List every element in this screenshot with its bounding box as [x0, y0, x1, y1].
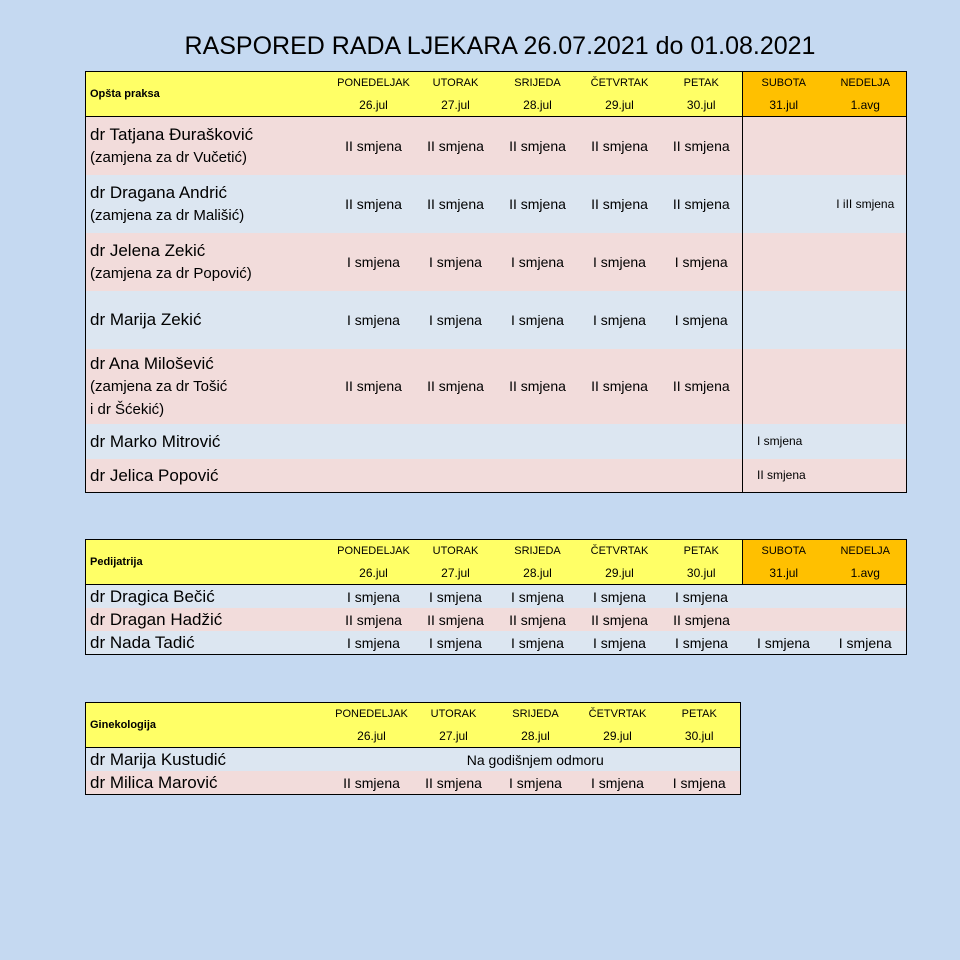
shift-cell: I smjena [577, 771, 659, 795]
date-header: 1.avg [825, 562, 907, 585]
doctor-note: (zamjena za dr Popović) [90, 264, 252, 282]
shift-cell [825, 608, 907, 631]
table-pedijatrija [85, 539, 907, 655]
shift-cell: II smjena [661, 175, 743, 233]
shift-cell: I smjena [415, 291, 497, 349]
doctor-note: (zamjena za dr Tošić [90, 377, 228, 395]
date-header: 30.jul [659, 725, 741, 748]
doctor-name: dr Dragica Bečić [86, 585, 333, 609]
day-header: UTORAK [415, 540, 497, 563]
day-header: SUBOTA [743, 72, 825, 95]
doctor-name: dr Nada Tadić [86, 631, 333, 655]
doctor-name [86, 459, 333, 493]
vacation-note: Na godišnjem odmoru [331, 748, 741, 772]
date-header: 31.jul [743, 94, 825, 117]
shift-cell: I smjena [333, 585, 415, 609]
shift-cell: II smjena [333, 117, 415, 175]
shift-cell: I smjena [579, 233, 661, 291]
shift-cell: I smjena [661, 233, 743, 291]
date-header: 28.jul [497, 94, 579, 117]
shift-cell [825, 117, 907, 175]
table-row [86, 117, 907, 175]
date-header: 1.avg [825, 94, 907, 117]
doctor-name [86, 424, 333, 459]
shift-cell [743, 175, 825, 233]
shift-cell: I smjena [415, 585, 497, 609]
date-header: 28.jul [497, 562, 579, 585]
date-header: 27.jul [415, 94, 497, 117]
shift-cell: II smjena [333, 175, 415, 233]
empty-cell [333, 459, 743, 493]
table-row [86, 631, 907, 655]
shift-cell: I smjena [659, 771, 741, 795]
day-header: ČETVRTAK [579, 540, 661, 563]
table-row [86, 349, 907, 424]
day-header: SRIJEDA [495, 703, 577, 726]
doctor-name-text: dr Marko Mitrović [90, 431, 221, 451]
shift-cell: I smjena [497, 291, 579, 349]
date-header: 30.jul [661, 94, 743, 117]
doctor-name-text: dr Ana Milošević [90, 353, 214, 373]
doctor-name [86, 349, 333, 424]
table-row [86, 748, 741, 772]
section-title: Opšta praksa [86, 72, 333, 117]
table-row [86, 175, 907, 233]
shift-cell: I smjena [497, 233, 579, 291]
shift-cell [825, 585, 907, 609]
shift-cell: II smjena [661, 608, 743, 631]
date-header: 29.jul [579, 94, 661, 117]
shift-cell [743, 117, 825, 175]
shift-cell: II smjena [579, 175, 661, 233]
shift-cell: II smjena [579, 349, 661, 424]
shift-cell [743, 233, 825, 291]
doctor-note: i dr Šćekić) [90, 400, 165, 418]
day-header: NEDELJA [825, 72, 907, 95]
shift-cell: I smjena [579, 585, 661, 609]
table-row [86, 608, 907, 631]
page-title: RASPORED RADA LJEKARA 26.07.2021 do 01.08.2021 [184, 32, 816, 60]
day-header: NEDELJA [825, 540, 907, 563]
table-row [86, 424, 907, 459]
doctor-name-text: dr Marija Zekić [90, 310, 202, 329]
shift-cell: II smjena [415, 117, 497, 175]
shift-cell: II smjena [331, 771, 413, 795]
day-header: UTORAK [415, 72, 497, 95]
section-title: Ginekologija [86, 703, 331, 748]
shift-cell: I smjena [495, 771, 577, 795]
doctor-name [86, 291, 333, 349]
date-header: 26.jul [333, 94, 415, 117]
doctor-name: dr Dragan Hadžić [86, 608, 333, 631]
shift-cell: II smjena [415, 349, 497, 424]
shift-cell: I smjena [415, 631, 497, 655]
day-header: SRIJEDA [497, 540, 579, 563]
shift-cell: II smjena [579, 117, 661, 175]
shift-cell: II smjena [333, 608, 415, 631]
date-header: 28.jul [495, 725, 577, 748]
shift-cell: II smjena [661, 117, 743, 175]
shift-cell [743, 585, 825, 609]
doctor-name-text: dr Jelica Popović [90, 465, 219, 485]
shift-cell: I smjena [333, 291, 415, 349]
doctor-name-text: dr Jelena Zekić [90, 240, 206, 260]
table-row [86, 771, 741, 795]
shift-cell: II smjena [661, 349, 743, 424]
shift-cell [743, 349, 825, 424]
day-header: SUBOTA [743, 540, 825, 563]
shift-cell: I smjena [661, 291, 743, 349]
shift-cell [743, 608, 825, 631]
section-title: Pedijatrija [86, 540, 333, 585]
table-opsta-praksa [85, 71, 907, 493]
shift-cell: II smjena [497, 117, 579, 175]
date-header: 29.jul [577, 725, 659, 748]
table-row [86, 585, 907, 609]
shift-cell: I smjena [497, 631, 579, 655]
date-header: 26.jul [333, 562, 415, 585]
table-row [86, 291, 907, 349]
shift-cell: II smjena [415, 175, 497, 233]
shift-cell: I iII smjena [825, 175, 907, 233]
date-header: 31.jul [743, 562, 825, 585]
shift-cell: I smjena [415, 233, 497, 291]
day-header: PONEDELJAK [333, 72, 415, 95]
shift-cell: I smjena [661, 631, 743, 655]
shift-cell: II smjena [415, 608, 497, 631]
shift-cell: I smjena [661, 585, 743, 609]
doctor-name [86, 233, 333, 291]
shift-cell [825, 233, 907, 291]
shift-cell: I smjena [579, 631, 661, 655]
weekend-shift-cell: II smjena [743, 459, 907, 493]
shift-cell: II smjena [579, 608, 661, 631]
shift-cell: I smjena [743, 631, 825, 655]
date-header: 26.jul [331, 725, 413, 748]
day-header: PETAK [661, 540, 743, 563]
shift-cell: II smjena [413, 771, 495, 795]
doctor-name-text: dr Tatjana Đurašković [90, 124, 254, 144]
doctor-name [86, 175, 333, 233]
table-row [86, 233, 907, 291]
doctor-note: (zamjena za dr Vučetić) [90, 148, 248, 166]
shift-cell [825, 291, 907, 349]
day-header: UTORAK [413, 703, 495, 726]
shift-cell: I smjena [825, 631, 907, 655]
doctor-name-text: dr Dragana Andrić [90, 182, 228, 202]
shift-cell: I smjena [497, 585, 579, 609]
shift-cell [743, 291, 825, 349]
empty-cell [333, 424, 743, 459]
shift-cell: I smjena [333, 631, 415, 655]
doctor-name: dr Milica Marović [86, 771, 331, 795]
day-header: ČETVRTAK [579, 72, 661, 95]
date-header: 30.jul [661, 562, 743, 585]
shift-cell: II smjena [497, 608, 579, 631]
day-header: SRIJEDA [497, 72, 579, 95]
doctor-name: dr Marija Kustudić [86, 748, 331, 772]
day-header: ČETVRTAK [577, 703, 659, 726]
doctor-name [86, 117, 333, 175]
doctor-note: (zamjena za dr Mališić) [90, 206, 245, 224]
date-header: 27.jul [413, 725, 495, 748]
day-header: PETAK [659, 703, 741, 726]
shift-cell: II smjena [497, 349, 579, 424]
shift-cell: I smjena [579, 291, 661, 349]
shift-cell: II smjena [497, 175, 579, 233]
table-ginekologija [85, 702, 741, 795]
day-header: PETAK [661, 72, 743, 95]
date-header: 27.jul [415, 562, 497, 585]
shift-cell: II smjena [333, 349, 415, 424]
date-header: 29.jul [579, 562, 661, 585]
day-header: PONEDELJAK [331, 703, 413, 726]
day-header: PONEDELJAK [333, 540, 415, 563]
shift-cell: I smjena [333, 233, 415, 291]
shift-cell [825, 349, 907, 424]
table-row [86, 459, 907, 493]
weekend-shift-cell: I smjena [743, 424, 907, 459]
